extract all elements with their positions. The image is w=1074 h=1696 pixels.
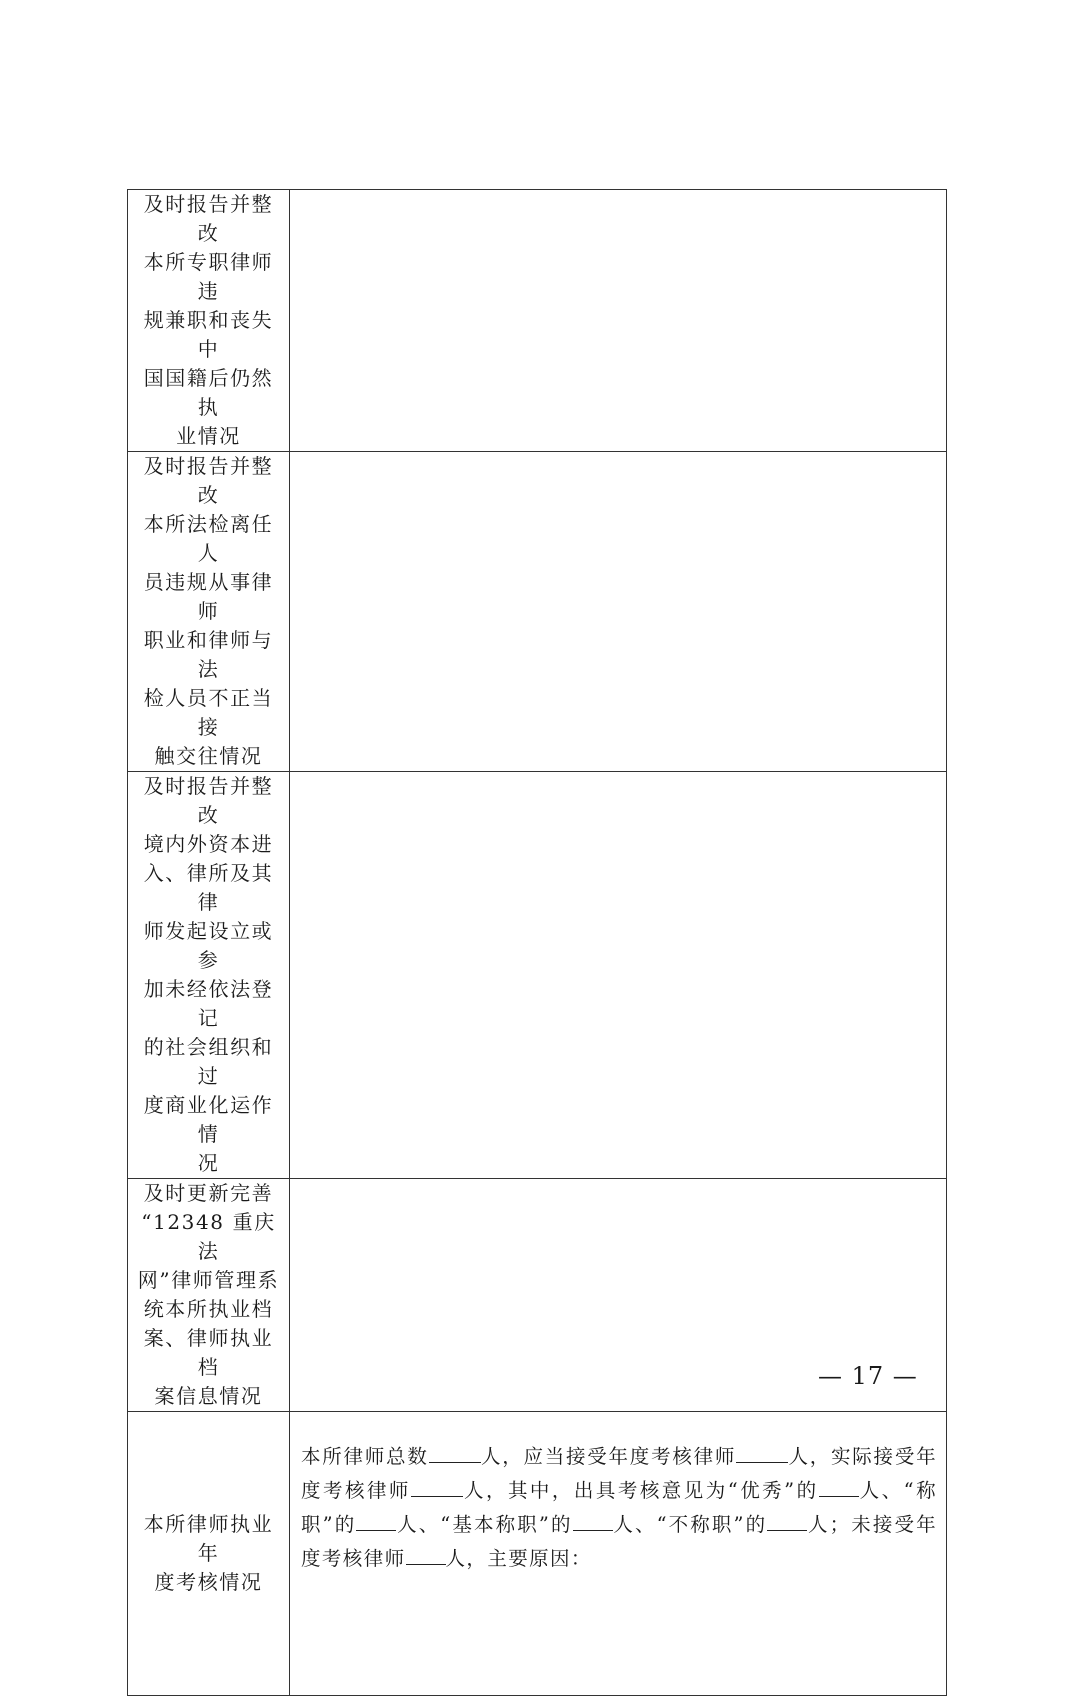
row-label: 及时报告并整改 境内外资本进 入、律所及其律 师发起设立或参 加未经依法登记 的社会组织和过 度商业化运作情 况 (143, 774, 274, 1175)
not-assessed-count-blank[interactable] (406, 1546, 446, 1565)
total-lawyers-blank[interactable] (429, 1444, 481, 1463)
required-assessment-blank[interactable] (736, 1444, 788, 1463)
form-row (128, 1412, 947, 1696)
row-value-field[interactable] (290, 190, 947, 452)
summary-text-segment: 人，应当接受年度考核律师 (480, 1445, 737, 1468)
assessment-form-table (127, 189, 947, 1696)
row-value-field[interactable] (290, 772, 947, 1179)
form-row (128, 772, 947, 1179)
summary-text-segment: 人，实际接受年度考核律师 (301, 1445, 937, 1502)
summary-text-segment: 人，其中，出具考核意见为“优秀”的 (462, 1479, 819, 1502)
form-row (128, 190, 947, 452)
row-label-cell (128, 1179, 290, 1412)
assessment-summary-field[interactable] (290, 1412, 947, 1696)
summary-text-segment: 人、“称职”的 (301, 1479, 937, 1536)
summary-text-segment: 本所律师总数 (301, 1445, 429, 1468)
row-label: 本所律师执业年 度考核情况 (143, 1512, 274, 1594)
incompetent-count-blank[interactable] (767, 1512, 807, 1531)
summary-text-segment: 人；未接受年度考核律师 (301, 1513, 938, 1570)
row-label: 及时更新完善 “12348 重庆法 网”律师管理系 统本所执业档 案、律师执业档 案信息情况 (137, 1181, 280, 1408)
summary-text-segment: 人、“基本称职”的 (396, 1513, 573, 1536)
competent-count-blank[interactable] (356, 1512, 396, 1531)
row-label: 及时报告并整改 本所法检离任人 员违规从事律师 职业和律师与法 检人员不正当接 触交往情况 (143, 454, 274, 768)
row-label: 及时报告并整改 本所专职律师违 规兼职和丧失中 国国籍后仍然执 业情况 (143, 192, 274, 448)
row-label-cell (128, 1412, 290, 1696)
form-row (128, 452, 947, 772)
actual-assessment-blank[interactable] (411, 1478, 463, 1497)
assessment-summary-text (301, 1440, 937, 1576)
row-label-cell (128, 452, 290, 772)
summary-text-segment: 人、“不称职”的 (612, 1513, 768, 1536)
row-value-field[interactable] (290, 452, 947, 772)
row-label-cell (128, 772, 290, 1179)
basically-competent-count-blank[interactable] (573, 1512, 613, 1531)
row-label-cell (128, 190, 290, 452)
page-number: — 17 — (818, 1362, 918, 1390)
summary-text-segment: 人，主要原因： (445, 1547, 592, 1570)
excellent-count-blank[interactable] (819, 1478, 859, 1497)
